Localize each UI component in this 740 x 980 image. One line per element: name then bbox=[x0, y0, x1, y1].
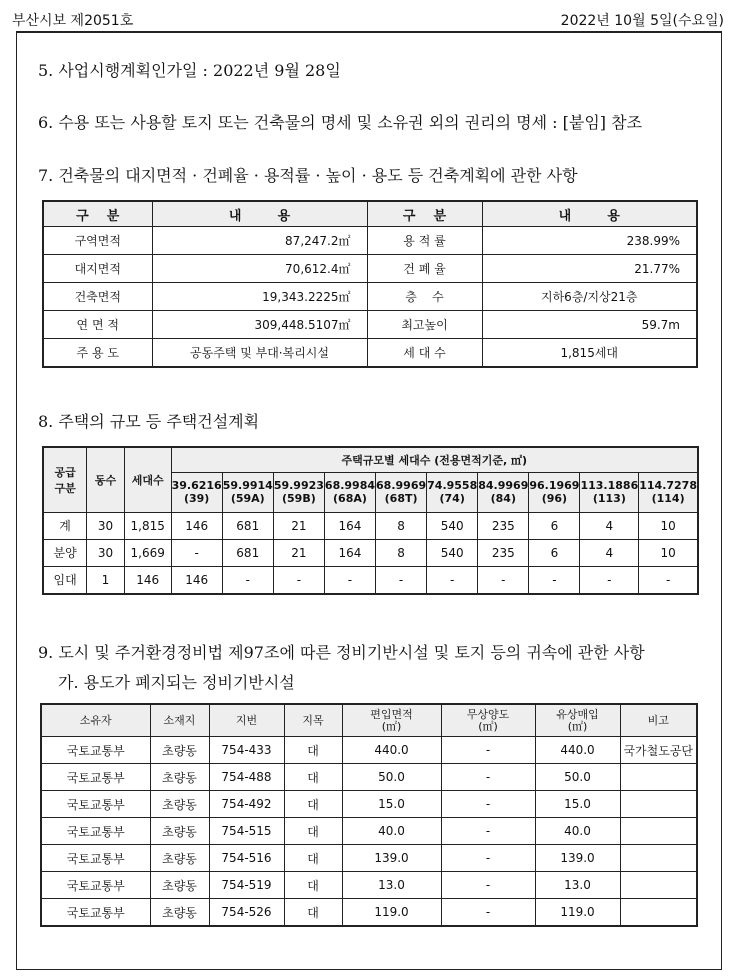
table-cell: - bbox=[376, 566, 427, 594]
table-cell: 15.0 bbox=[535, 791, 620, 818]
table-cell: 754-515 bbox=[209, 818, 284, 845]
table-cell: - bbox=[222, 566, 273, 594]
table-cell: 540 bbox=[427, 539, 478, 566]
table-row bbox=[41, 764, 697, 791]
table-cell: 59.7m bbox=[482, 311, 697, 339]
table-cell bbox=[620, 818, 697, 845]
table-header-row bbox=[41, 704, 697, 737]
table-cell: 국토교통부 bbox=[41, 764, 150, 791]
table-cell: 용 적 률 bbox=[367, 227, 482, 255]
table-cell: 119.0 bbox=[342, 899, 441, 927]
table-row bbox=[41, 818, 697, 845]
table-cell: 21 bbox=[273, 539, 324, 566]
column-header: 소유자 bbox=[41, 704, 150, 737]
table-cell: 대 bbox=[284, 872, 342, 899]
table-cell: - bbox=[529, 566, 580, 594]
table-cell: 70,612.4㎡ bbox=[152, 255, 367, 283]
table-cell bbox=[620, 899, 697, 927]
column-header: 편입면적 (㎡) bbox=[342, 704, 441, 737]
table-row bbox=[41, 899, 697, 927]
table-cell: 지하6층/지상21층 bbox=[482, 283, 697, 311]
table-cell: 238.99% bbox=[482, 227, 697, 255]
section-8: 8. 주택의 규모 등 주택건설계획 bbox=[38, 412, 260, 431]
table-cell: 440.0 bbox=[535, 737, 620, 764]
column-header: 소재지 bbox=[150, 704, 209, 737]
table-cell: 8 bbox=[376, 512, 427, 539]
size-area: 39.6216 bbox=[171, 479, 222, 492]
column-header: 구 분 bbox=[367, 201, 482, 227]
table-cell: 146 bbox=[171, 566, 222, 594]
table-cell: 초량동 bbox=[150, 764, 209, 791]
page-header bbox=[0, 0, 740, 30]
size-column-header bbox=[427, 472, 478, 512]
buildings-header: 동수 bbox=[87, 447, 125, 512]
size-column-header bbox=[222, 472, 273, 512]
table-cell: 754-492 bbox=[209, 791, 284, 818]
table-row bbox=[41, 872, 697, 899]
table-row bbox=[43, 311, 697, 339]
table-cell: 754-516 bbox=[209, 845, 284, 872]
section-7: 7. 건축물의 대지면적 · 건폐율 · 용적률 · 높이 · 용도 등 건축계획에 관한 사항 bbox=[38, 166, 578, 185]
size-column-header bbox=[171, 472, 222, 512]
column-header: 구 분 bbox=[43, 201, 152, 227]
table-cell: 754-433 bbox=[209, 737, 284, 764]
size-type: (74) bbox=[439, 492, 465, 505]
table-cell: - bbox=[639, 566, 698, 594]
table-cell: 139.0 bbox=[535, 845, 620, 872]
table-cell: 1,815세대 bbox=[482, 339, 697, 368]
table-cell: 대 bbox=[284, 818, 342, 845]
table-cell: 층 수 bbox=[367, 283, 482, 311]
table-cell: 국토교통부 bbox=[41, 872, 150, 899]
table-cell: 6 bbox=[529, 539, 580, 566]
table-cell: 국토교통부 bbox=[41, 845, 150, 872]
table-cell bbox=[620, 872, 697, 899]
table-row bbox=[41, 845, 697, 872]
table-cell: 30 bbox=[87, 539, 125, 566]
infrastructure-table bbox=[40, 703, 698, 927]
table-cell: 309,448.5107㎡ bbox=[152, 311, 367, 339]
table-row bbox=[43, 339, 697, 368]
size-area: 59.9923 bbox=[273, 479, 324, 492]
size-area: 68.9969 bbox=[376, 479, 427, 492]
table-cell bbox=[620, 791, 697, 818]
column-header: 지목 bbox=[284, 704, 342, 737]
table-row bbox=[43, 283, 697, 311]
column-header: 무상양도 (㎡) bbox=[441, 704, 535, 737]
table-cell: 164 bbox=[324, 539, 375, 566]
table-cell: - bbox=[441, 845, 535, 872]
table-cell: - bbox=[171, 539, 222, 566]
size-column-header bbox=[580, 472, 639, 512]
table-cell: 국토교통부 bbox=[41, 818, 150, 845]
table-cell: - bbox=[324, 566, 375, 594]
table-header-row bbox=[43, 201, 697, 227]
table-row bbox=[43, 227, 697, 255]
size-column-header bbox=[273, 472, 324, 512]
table-cell: 21 bbox=[273, 512, 324, 539]
size-area: 74.9558 bbox=[427, 479, 478, 492]
size-area: 59.9914 bbox=[222, 479, 273, 492]
table-cell: 87,247.2㎡ bbox=[152, 227, 367, 255]
column-header: 내 용 bbox=[152, 201, 367, 227]
table-cell: - bbox=[441, 764, 535, 791]
column-header: 유상매입 (㎡) bbox=[535, 704, 620, 737]
table-cell: 10 bbox=[639, 539, 698, 566]
table-cell: 분양 bbox=[43, 539, 87, 566]
table-row bbox=[41, 791, 697, 818]
table-cell: 국가철도공단 bbox=[620, 737, 697, 764]
table-cell: - bbox=[441, 872, 535, 899]
table-cell: 50.0 bbox=[535, 764, 620, 791]
table-cell: 21.77% bbox=[482, 255, 697, 283]
column-header: 지번 bbox=[209, 704, 284, 737]
table-cell: 주 용 도 bbox=[43, 339, 152, 368]
table-cell: 초량동 bbox=[150, 791, 209, 818]
table-cell: 초량동 bbox=[150, 899, 209, 927]
column-header: 내 용 bbox=[482, 201, 697, 227]
table-cell bbox=[620, 764, 697, 791]
size-area: 114.7278 bbox=[639, 479, 697, 492]
table-cell: 1,669 bbox=[124, 539, 171, 566]
size-type: (39) bbox=[183, 492, 210, 505]
units-header: 세대수 bbox=[124, 447, 171, 512]
table-cell: 대 bbox=[284, 899, 342, 927]
size-type: (59A) bbox=[230, 492, 265, 505]
table-cell: 440.0 bbox=[342, 737, 441, 764]
table-cell: 국토교통부 bbox=[41, 899, 150, 927]
size-column-header bbox=[478, 472, 529, 512]
table-cell: 139.0 bbox=[342, 845, 441, 872]
table-cell: - bbox=[441, 737, 535, 764]
table-cell bbox=[620, 845, 697, 872]
size-area: 68.9984 bbox=[324, 479, 376, 492]
size-type: (114) bbox=[651, 492, 685, 505]
section-9: 9. 도시 및 주거환경정비법 제97조에 따른 정비기반시설 및 토지 등의 귀속에 관한 사항 bbox=[38, 643, 645, 662]
size-column-header bbox=[324, 472, 375, 512]
gazette-issue: 부산시보 제2051호 bbox=[12, 13, 134, 29]
table-cell: 754-488 bbox=[209, 764, 284, 791]
table-cell: 국토교통부 bbox=[41, 791, 150, 818]
table-cell: 30 bbox=[87, 512, 125, 539]
table-cell: 초량동 bbox=[150, 818, 209, 845]
column-header: 비고 bbox=[620, 704, 697, 737]
table-cell: - bbox=[273, 566, 324, 594]
table-cell: - bbox=[478, 566, 529, 594]
size-type: (113) bbox=[592, 492, 626, 505]
size-type: (96) bbox=[541, 492, 568, 505]
table-cell: 10 bbox=[639, 512, 698, 539]
table-cell: 계 bbox=[43, 512, 87, 539]
table-cell: 1,815 bbox=[124, 512, 171, 539]
table-cell: 공동주택 및 부대·복리시설 bbox=[152, 339, 367, 368]
table-cell: - bbox=[441, 791, 535, 818]
table-cell: 건 폐 율 bbox=[367, 255, 482, 283]
table-cell: 50.0 bbox=[342, 764, 441, 791]
table-cell: 대 bbox=[284, 791, 342, 818]
table-cell: 40.0 bbox=[535, 818, 620, 845]
table-cell: 대 bbox=[284, 845, 342, 872]
table-cell: 초량동 bbox=[150, 845, 209, 872]
size-type: (84) bbox=[490, 492, 516, 505]
table-cell: 건축면적 bbox=[43, 283, 152, 311]
table-cell: 13.0 bbox=[535, 872, 620, 899]
size-column-header bbox=[639, 472, 698, 512]
table-row bbox=[43, 512, 698, 539]
size-column-header bbox=[376, 472, 427, 512]
housing-plan-table bbox=[42, 446, 699, 595]
table-cell: 540 bbox=[427, 512, 478, 539]
table-cell: 235 bbox=[478, 512, 529, 539]
table-cell: 4 bbox=[580, 539, 639, 566]
table-cell: 13.0 bbox=[342, 872, 441, 899]
table-cell: 164 bbox=[324, 512, 375, 539]
table-cell: 대 bbox=[284, 764, 342, 791]
table-cell: 8 bbox=[376, 539, 427, 566]
table-row bbox=[43, 539, 698, 566]
table-cell: 754-519 bbox=[209, 872, 284, 899]
table-cell: 임대 bbox=[43, 566, 87, 594]
table-cell: - bbox=[580, 566, 639, 594]
size-type: (59B) bbox=[281, 492, 316, 505]
table-cell: 대 bbox=[284, 737, 342, 764]
table-cell: 146 bbox=[124, 566, 171, 594]
table-cell: 세 대 수 bbox=[367, 339, 482, 368]
size-group-header: 주택규모별 세대수 (전용면적기준, ㎡) bbox=[171, 447, 698, 472]
table-cell: 754-526 bbox=[209, 899, 284, 927]
size-type: (68A) bbox=[333, 492, 367, 505]
table-cell: 19,343.2225㎡ bbox=[152, 283, 367, 311]
section-6: 6. 수용 또는 사용할 토지 또는 건축물의 명세 및 소유권 외의 권리의 명세 : [붙임] 참조 bbox=[38, 113, 643, 132]
building-plan-table bbox=[42, 200, 698, 368]
table-cell: - bbox=[441, 818, 535, 845]
gazette-date: 2022년 10월 5일(수요일) bbox=[560, 13, 724, 29]
table-cell: 대지면적 bbox=[43, 255, 152, 283]
table-cell: 국토교통부 bbox=[41, 737, 150, 764]
size-column-header bbox=[529, 472, 580, 512]
table-cell: - bbox=[441, 899, 535, 927]
table-row bbox=[41, 737, 697, 764]
size-area: 84.9969 bbox=[478, 479, 529, 492]
section-5: 5. 사업시행계획인가일 : 2022년 9월 28일 bbox=[38, 61, 341, 80]
table-cell: 연 면 적 bbox=[43, 311, 152, 339]
table-cell: 6 bbox=[529, 512, 580, 539]
table-cell: 40.0 bbox=[342, 818, 441, 845]
table-cell: 119.0 bbox=[535, 899, 620, 927]
table-cell: - bbox=[427, 566, 478, 594]
table-cell: 4 bbox=[580, 512, 639, 539]
table-cell: 초량동 bbox=[150, 872, 209, 899]
table-cell: 681 bbox=[222, 512, 273, 539]
table-cell: 구역면적 bbox=[43, 227, 152, 255]
table-cell: 15.0 bbox=[342, 791, 441, 818]
table-row bbox=[43, 566, 698, 594]
supply-type-header: 공급 구분 bbox=[43, 447, 87, 512]
table-cell: 최고높이 bbox=[367, 311, 482, 339]
table-cell: 235 bbox=[478, 539, 529, 566]
table-row bbox=[43, 255, 697, 283]
size-type: (68T) bbox=[384, 492, 418, 505]
section-9a: 가. 용도가 폐지되는 정비기반시설 bbox=[58, 673, 295, 692]
table-cell: 146 bbox=[171, 512, 222, 539]
size-area: 96.1969 bbox=[529, 479, 580, 492]
table-cell: 1 bbox=[87, 566, 125, 594]
table-cell: 681 bbox=[222, 539, 273, 566]
table-cell: 초량동 bbox=[150, 737, 209, 764]
size-area: 113.1886 bbox=[580, 479, 639, 492]
